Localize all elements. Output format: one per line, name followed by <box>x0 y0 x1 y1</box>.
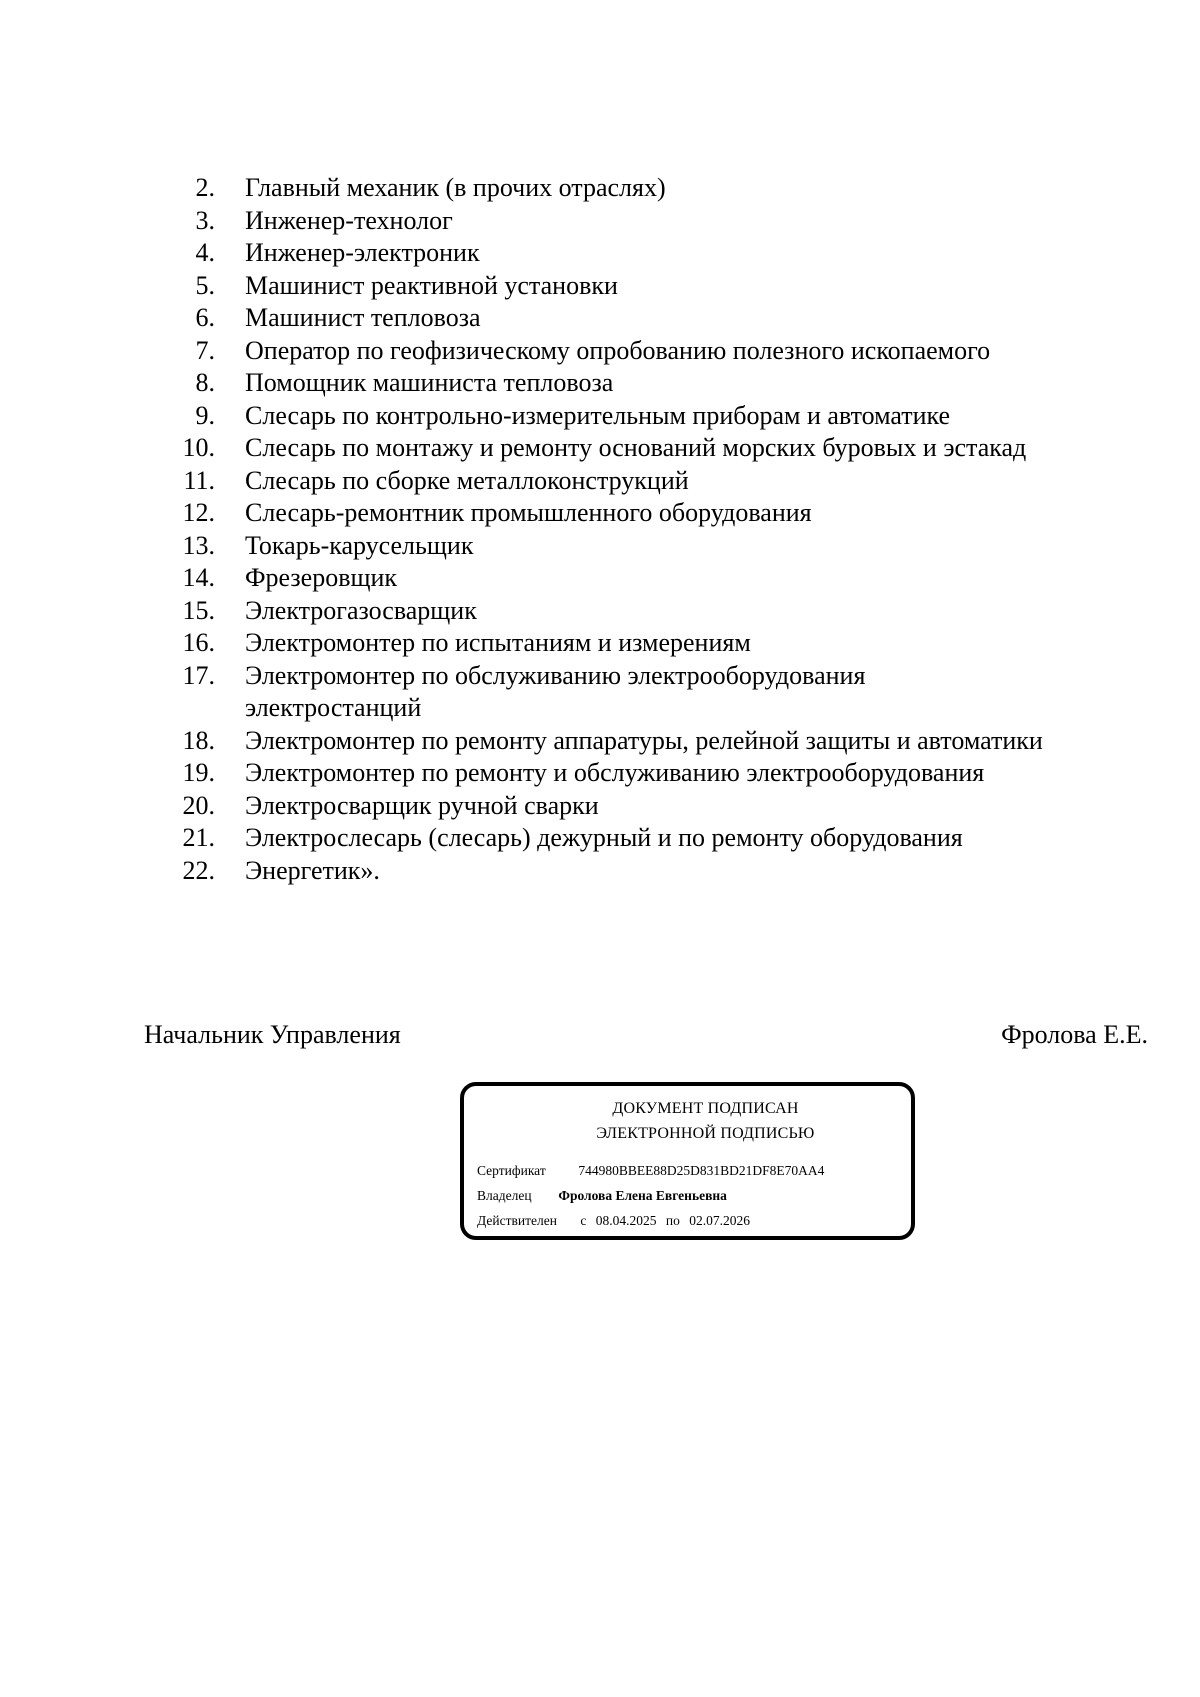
list-item <box>0 790 1200 823</box>
list-item <box>0 757 1200 790</box>
list-item-text: Слесарь по сборке металлоконструкций <box>245 465 689 495</box>
list-item-number: 8. <box>195 368 215 397</box>
list-item-number: 21. <box>182 823 215 852</box>
list-item-number: 16. <box>182 628 215 657</box>
list-item-text: Инженер-технолог <box>245 205 453 235</box>
list-item-text: Электромонтер по испытаниям и измерениям <box>245 628 751 657</box>
list-item-number: 17. <box>182 660 215 690</box>
list-item-text: Инженер-электроник <box>245 238 480 267</box>
list-item <box>0 335 1200 368</box>
list-item-text: Электромонтер по ремонту аппаратуры, релейной защиты и автоматики <box>245 725 1043 755</box>
signatory-title: Начальник Управления <box>144 1020 401 1049</box>
list-item-text: Электрогазосварщик <box>245 595 477 625</box>
list-item <box>0 530 1200 563</box>
list-item-text: Фрезеровщик <box>245 563 398 592</box>
stamp-validity-row <box>477 1212 750 1230</box>
certificate-label: Сертификат <box>477 1163 546 1178</box>
list-item-number: 3. <box>195 205 215 235</box>
list-item-number: 4. <box>195 238 215 267</box>
list-item-text: Главный механик (в прочих отраслях) <box>245 173 666 202</box>
list-item-number: 9. <box>195 400 215 430</box>
list-item-text: Электрослесарь (слесарь) дежурный и по ремонту оборудования <box>245 823 963 852</box>
list-item <box>0 725 1200 758</box>
list-item <box>0 562 1200 595</box>
list-item <box>0 432 1200 465</box>
list-item-number: 2. <box>195 173 215 202</box>
list-item <box>0 367 1200 400</box>
list-item-text: Машинист реактивной установки <box>245 270 618 300</box>
list-item-text: Помощник машиниста тепловоза <box>245 368 614 397</box>
list-item-number: 11. <box>183 465 215 495</box>
stamp-owner-row <box>477 1187 727 1205</box>
owner-value: Фролова Елена Евгеньевна <box>558 1188 727 1203</box>
list-item <box>0 627 1200 660</box>
list-item-text: Машинист тепловоза <box>245 303 481 332</box>
list-item-text: Токарь-карусельщик <box>245 530 474 560</box>
list-item-number: 22. <box>182 855 215 885</box>
profession-list <box>0 172 1200 887</box>
list-item-number: 6. <box>195 303 215 332</box>
stamp-heading-line1: ДОКУМЕНТ ПОДПИСАН <box>612 1100 799 1117</box>
list-item-number: 14. <box>182 563 215 592</box>
list-item-number: 13. <box>182 530 215 560</box>
list-item <box>0 237 1200 270</box>
list-item <box>0 400 1200 433</box>
stamp-heading-line2: ЭЛЕКТРОННОЙ ПОДПИСЬЮ <box>596 1125 815 1142</box>
list-item-number: 19. <box>182 758 215 787</box>
list-item-number: 5. <box>195 270 215 300</box>
list-item-text: Оператор по геофизическому опробованию полезного ископаемого <box>245 335 991 365</box>
list-item-number: 20. <box>182 790 215 820</box>
valid-from-prefix: с <box>580 1213 587 1228</box>
list-item-number: 10. <box>182 433 215 462</box>
list-item-number: 12. <box>182 498 215 527</box>
list-item <box>0 270 1200 303</box>
list-item <box>0 205 1200 238</box>
list-item-number: 18. <box>182 725 215 755</box>
list-item-text: Электромонтер по обслуживанию электрооборудования электростанций <box>245 660 866 722</box>
list-item <box>0 302 1200 335</box>
certificate-value: 744980BBEE88D25D831BD21DF8E70AA4 <box>578 1163 825 1178</box>
list-item-text: Слесарь по монтажу и ремонту оснований морских буровых и эстакад <box>245 433 1027 462</box>
validity-label: Действителен <box>477 1213 557 1228</box>
valid-to-date: 02.07.2026 <box>689 1213 750 1228</box>
list-item <box>0 660 1200 725</box>
list-item <box>0 497 1200 530</box>
list-item <box>0 822 1200 855</box>
owner-label: Владелец <box>477 1188 532 1203</box>
list-item-text: Энергетик». <box>245 855 380 885</box>
signature-block <box>144 1017 1148 1053</box>
valid-to-prefix: по <box>665 1213 680 1228</box>
list-item-text: Слесарь по контрольно-измерительным приборам и автоматике <box>245 400 951 430</box>
list-item-text: Электросварщик ручной сварки <box>245 790 599 820</box>
list-item-number: 15. <box>182 595 215 625</box>
list-item <box>0 172 1200 205</box>
signatory-name: Фролова Е.Е. <box>1001 1020 1148 1049</box>
list-item <box>0 595 1200 628</box>
electronic-signature-stamp <box>460 1082 915 1240</box>
valid-from-date: 08.04.2025 <box>595 1213 657 1228</box>
list-item-text: Слесарь-ремонтник промышленного оборудования <box>245 498 812 527</box>
list-item <box>0 465 1200 498</box>
list-item-number: 7. <box>195 335 215 365</box>
stamp-certificate-row <box>477 1162 824 1180</box>
list-item-text: Электромонтер по ремонту и обслуживанию электрооборудования <box>245 758 985 787</box>
list-item <box>0 855 1200 888</box>
